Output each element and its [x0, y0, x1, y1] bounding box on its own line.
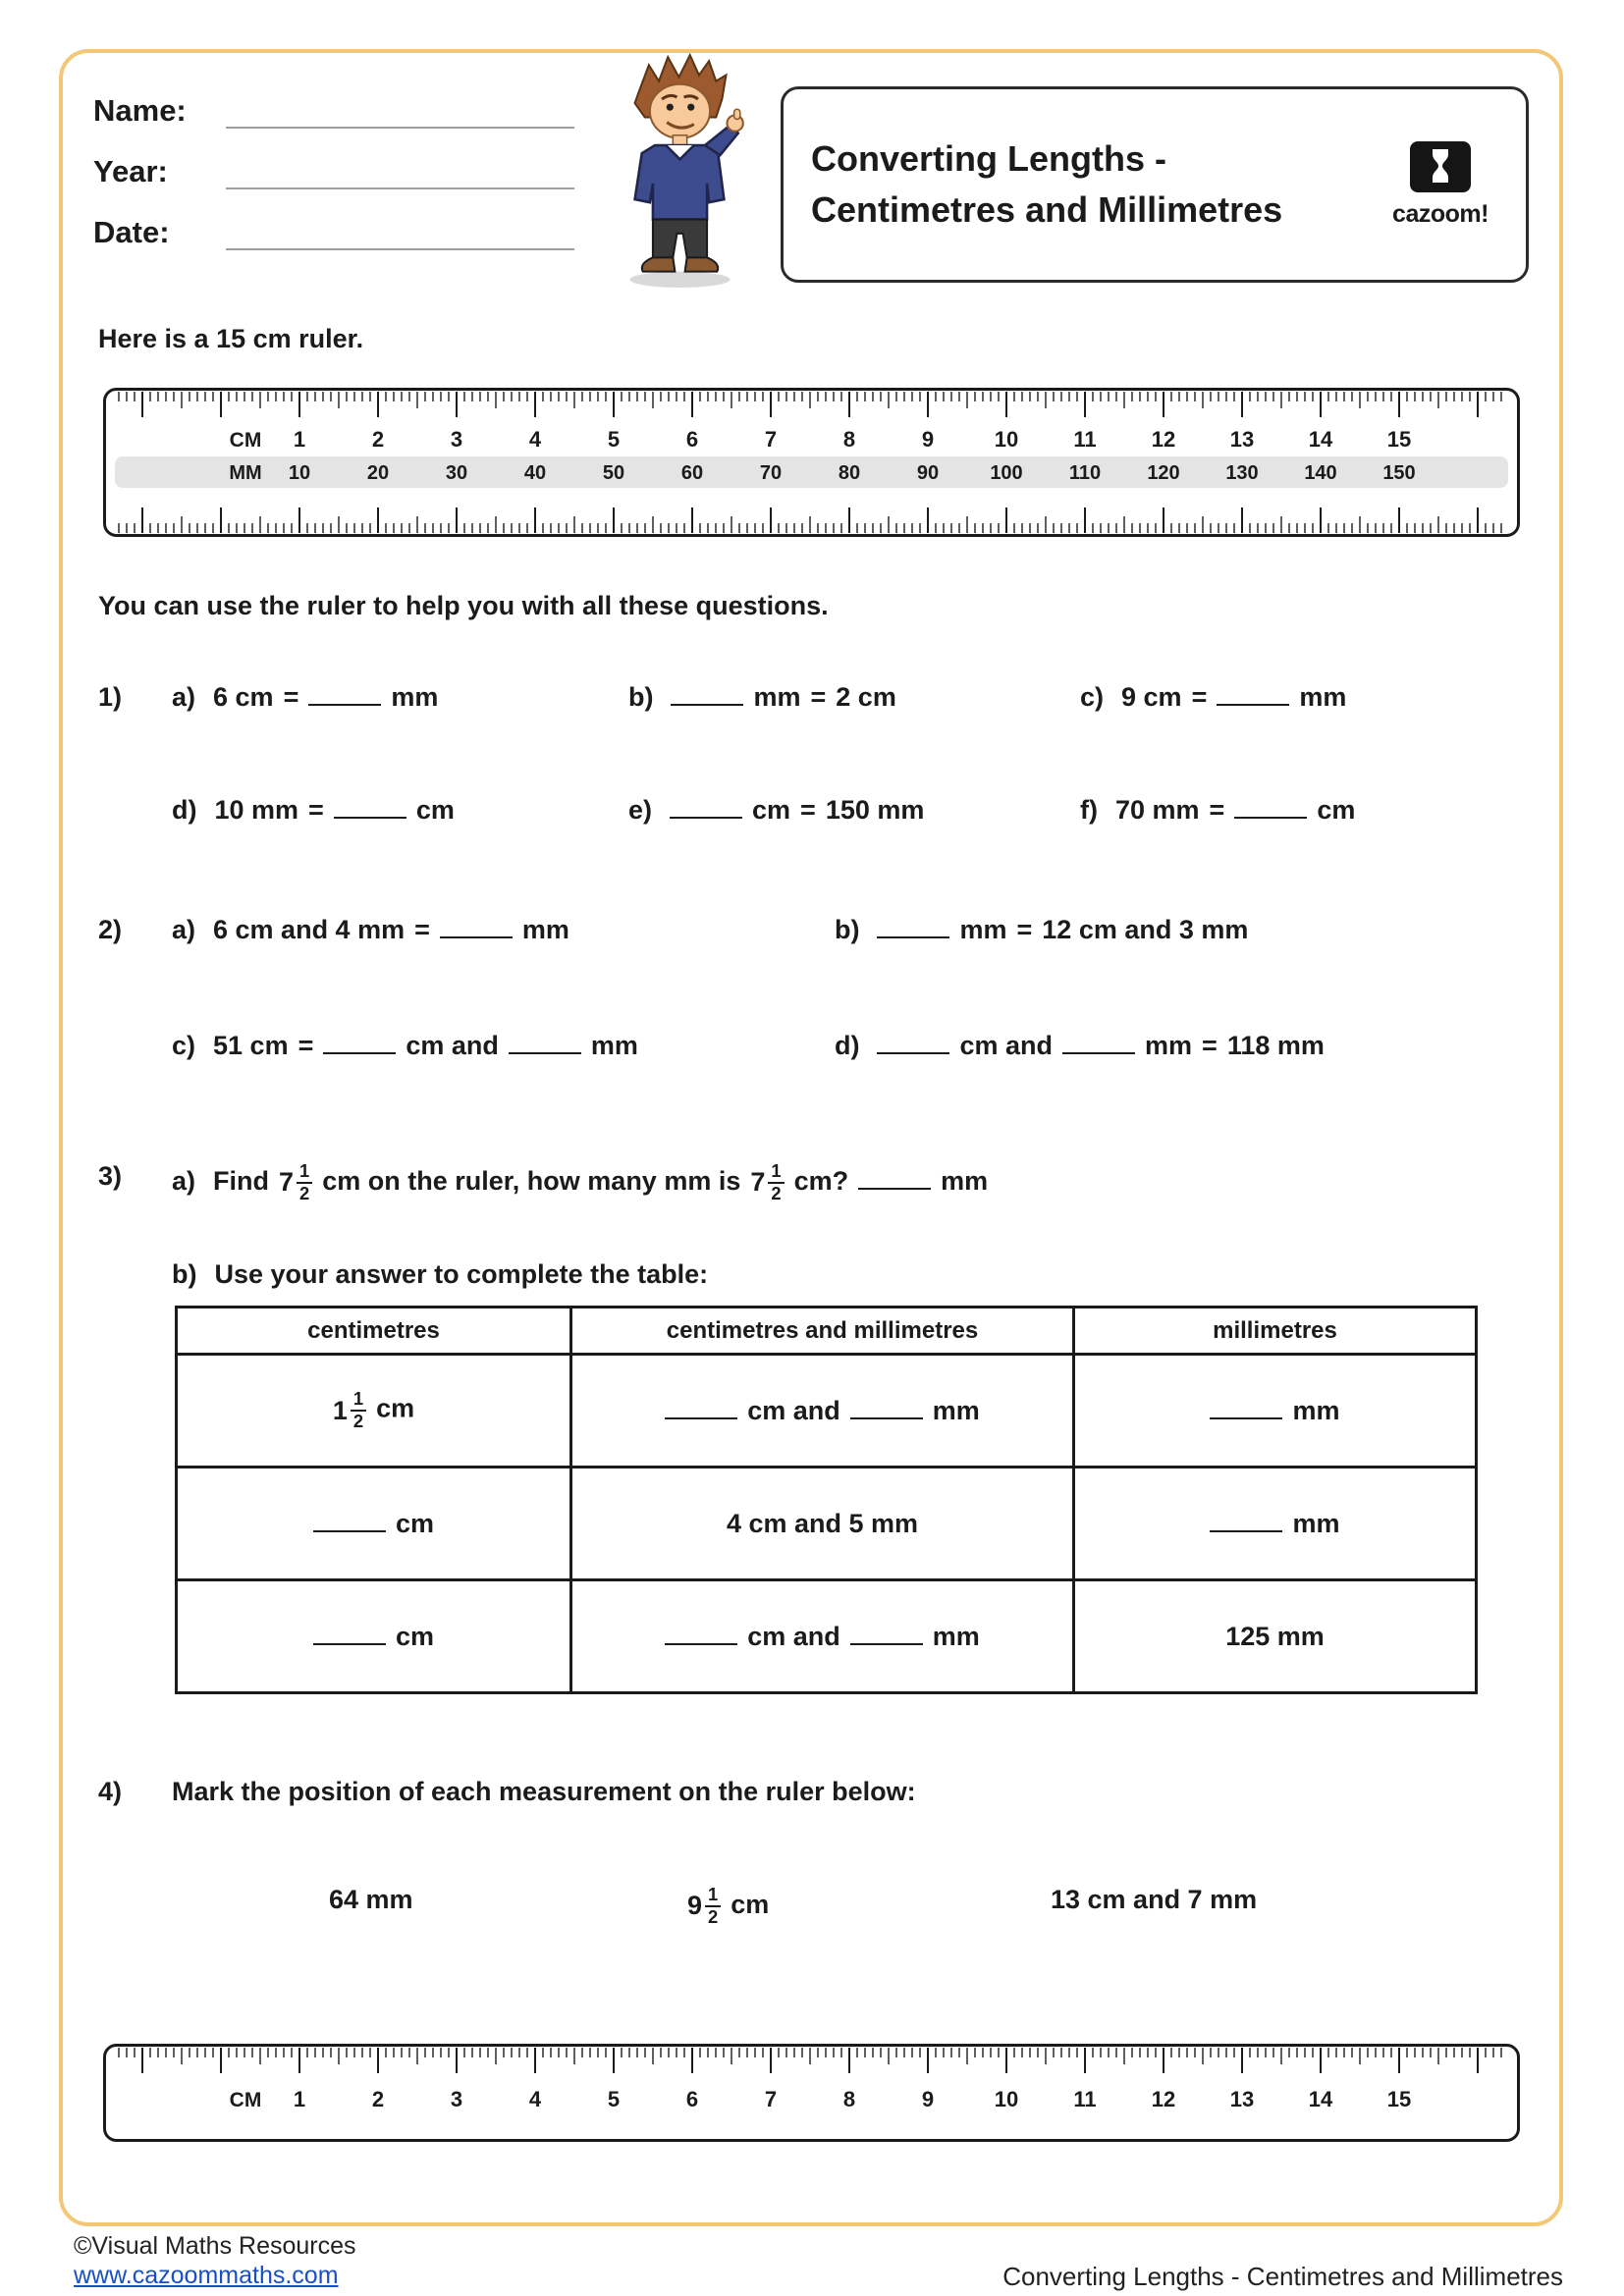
date-input-line[interactable]: [226, 217, 574, 250]
svg-text:110: 110: [1068, 462, 1102, 484]
title-line-2: Centimetres and Millimetres: [811, 189, 1283, 230]
question-text: =: [298, 1031, 314, 1060]
svg-text:1: 1: [293, 2087, 306, 2111]
svg-text:15: 15: [1386, 2087, 1412, 2111]
q4-text: Mark the position of each measurement on the ruler below:: [172, 1777, 916, 1806]
top-ruler: [103, 388, 1520, 537]
question-text: cm: [395, 1508, 435, 1538]
worksheet-title-box: [781, 86, 1529, 283]
table-header-centimetres-and-millimetres: centimetres and millimetres: [571, 1308, 1074, 1355]
svg-text:14: 14: [1308, 2087, 1333, 2111]
cazoom-logo: [1382, 140, 1498, 229]
q4-measurement-1: [329, 1885, 413, 1915]
question-text: =: [1209, 795, 1225, 825]
answer-blank[interactable]: [877, 935, 949, 938]
q4-number: 4): [98, 1777, 123, 1806]
svg-text:50: 50: [602, 462, 625, 484]
q2-number: 2): [98, 915, 123, 944]
table-cell: [571, 1468, 1074, 1580]
svg-text:3: 3: [450, 2087, 463, 2111]
header-fields: [93, 93, 574, 276]
part-tokens: [214, 795, 454, 825]
title-line-1: Converting Lengths -: [811, 137, 1166, 179]
question-text: mm: [590, 1031, 638, 1060]
answer-blank[interactable]: [440, 935, 513, 938]
answer-blank[interactable]: [308, 703, 381, 706]
question-text: cm: [1317, 795, 1356, 825]
svg-text:90: 90: [916, 462, 940, 484]
svg-text:8: 8: [842, 427, 856, 452]
answer-blank[interactable]: [509, 1051, 581, 1054]
table-row: [177, 1468, 1477, 1580]
question-text: 150 mm: [825, 795, 925, 825]
table-cell: [177, 1580, 571, 1693]
answer-blank[interactable]: [1210, 1529, 1282, 1532]
q2-part-c: [172, 1031, 638, 1061]
fraction-numerator: 1: [351, 1389, 366, 1412]
question-text: cm and: [747, 1621, 840, 1651]
measurement-tokens: [329, 1885, 413, 1914]
fraction-stack: [351, 1389, 366, 1431]
part-label: a): [172, 682, 196, 712]
part-tokens: [877, 915, 1248, 944]
svg-text:11: 11: [1073, 427, 1097, 452]
question-text: mm: [932, 1621, 980, 1651]
year-field-row: [93, 154, 574, 189]
answer-blank[interactable]: [313, 1529, 386, 1532]
part-tokens: [213, 915, 569, 944]
question-text: mm: [1299, 682, 1347, 712]
svg-text:9: 9: [921, 2087, 935, 2111]
table-cell: [1074, 1355, 1477, 1468]
question-text: cm: [731, 1889, 770, 1919]
question-text: 2 cm: [836, 682, 896, 712]
svg-text:3: 3: [450, 427, 463, 452]
q4-measurement-3: [1051, 1885, 1257, 1915]
q3-part-a: [172, 1161, 988, 1203]
footer-credit: ©Visual Maths Resources: [74, 2232, 356, 2260]
question-text: =: [810, 682, 827, 712]
mixed-fraction: [279, 1161, 312, 1203]
question-text: 6 cm: [213, 682, 274, 712]
svg-text:30: 30: [445, 462, 468, 484]
fraction-denominator: 2: [352, 1411, 364, 1431]
table-header-millimetres: millimetres: [1074, 1308, 1477, 1355]
question-text: =: [1016, 915, 1033, 944]
q3-number: 3): [98, 1161, 123, 1191]
question-text: 70 mm: [1114, 795, 1200, 825]
answer-blank[interactable]: [1217, 703, 1289, 706]
part-tokens: [1121, 682, 1346, 712]
footer-website-link[interactable]: www.cazoommaths.com: [74, 2262, 339, 2289]
part-label: e): [628, 795, 653, 825]
mixed-fraction: [750, 1161, 784, 1203]
svg-text:40: 40: [523, 462, 547, 484]
question-text: mm: [959, 915, 1007, 944]
svg-text:11: 11: [1073, 2087, 1097, 2111]
svg-text:20: 20: [366, 462, 390, 484]
fraction-stack: [297, 1161, 312, 1203]
table-cell: [177, 1468, 571, 1580]
boy-illustration: [594, 49, 766, 294]
question-text: cm: [376, 1394, 415, 1424]
fraction-stack: [768, 1161, 784, 1203]
question-text: 12 cm and 3 mm: [1042, 915, 1249, 944]
answer-blank[interactable]: [858, 1187, 931, 1190]
fraction-whole: 7: [750, 1167, 766, 1198]
table-cell: [177, 1355, 571, 1468]
question-text: 10 mm: [214, 795, 299, 825]
part-label: b): [835, 915, 860, 944]
table-cell: [571, 1355, 1074, 1468]
svg-text:100: 100: [990, 462, 1023, 484]
svg-text:CM: CM: [229, 2089, 262, 2111]
year-label: Year:: [93, 154, 168, 188]
measurement-tokens: [1051, 1885, 1257, 1914]
question-text: =: [283, 682, 299, 712]
answer-blank[interactable]: [670, 816, 742, 819]
svg-text:10: 10: [288, 462, 311, 484]
q1-part-a: [172, 682, 438, 713]
q1-number: 1): [98, 682, 123, 712]
answer-blank[interactable]: [850, 1416, 923, 1419]
boy-illustration-svg: [594, 49, 766, 290]
answer-blank[interactable]: [877, 1051, 949, 1054]
mixed-fraction: [687, 1885, 721, 1927]
table-row: [177, 1580, 1477, 1693]
instruction-text: You can use the ruler to help you with all these questions.: [98, 591, 829, 620]
part-label: d): [172, 795, 197, 825]
measurement-tokens: [687, 1884, 770, 1927]
fraction-numerator: 1: [297, 1161, 312, 1184]
part-label: a): [172, 1165, 196, 1196]
fraction-whole: 7: [279, 1167, 295, 1198]
question-text: =: [414, 915, 430, 944]
table-header-centimetres: centimetres: [177, 1308, 571, 1355]
conversion-table: [175, 1306, 1478, 1694]
svg-text:5: 5: [607, 2087, 621, 2111]
svg-text:13: 13: [1229, 2087, 1255, 2111]
answer-blank[interactable]: [1210, 1416, 1282, 1419]
part-label: b): [172, 1259, 197, 1289]
worksheet-title: [811, 133, 1282, 236]
svg-text:10: 10: [994, 427, 1019, 452]
question-text: cm and: [406, 1031, 499, 1060]
fraction-whole: 9: [687, 1891, 703, 1921]
svg-text:6: 6: [685, 2087, 699, 2111]
svg-text:13: 13: [1229, 427, 1255, 452]
question-text: cm and: [959, 1031, 1054, 1060]
part-tokens: [213, 1160, 989, 1203]
svg-text:150: 150: [1382, 462, 1416, 484]
part-label: b): [628, 682, 654, 712]
table-cell: [571, 1580, 1074, 1693]
question-text: mm: [1292, 1508, 1340, 1538]
svg-text:MM: MM: [229, 462, 262, 484]
question-text: =: [800, 795, 816, 825]
svg-text:8: 8: [842, 2087, 856, 2111]
q1-part-b: [628, 682, 896, 713]
question-text: cm: [415, 795, 455, 825]
question-text: 6 cm and 4 mm: [213, 915, 406, 944]
q1-part-f: [1080, 795, 1355, 826]
svg-text:120: 120: [1147, 462, 1180, 484]
svg-text:1: 1: [293, 427, 306, 452]
ruler-caption: Here is a 15 cm ruler.: [98, 324, 364, 353]
fraction-denominator: 2: [299, 1182, 310, 1203]
q1-part-c: [1080, 682, 1346, 713]
question-text: 4 cm and 5 mm: [726, 1508, 919, 1538]
part-tokens: [671, 682, 895, 712]
name-field-row: [93, 93, 574, 129]
q1-part-d: [172, 795, 455, 826]
question-text: cm on the ruler, how many mm is: [322, 1165, 741, 1196]
svg-text:2: 2: [371, 2087, 385, 2111]
question-text: =: [1202, 1031, 1218, 1060]
year-input-line[interactable]: [226, 156, 574, 189]
part-label: a): [172, 915, 196, 944]
q2-part-a: [172, 915, 569, 945]
name-label: Name:: [93, 93, 187, 128]
question-text: 118 mm: [1226, 1031, 1325, 1060]
fraction-denominator: 2: [771, 1182, 782, 1203]
q2-part-b: [835, 915, 1248, 945]
svg-text:9: 9: [921, 427, 935, 452]
question-text: mm: [932, 1395, 980, 1425]
answer-blank[interactable]: [313, 1642, 386, 1645]
question-text: 9 cm: [1121, 682, 1182, 712]
q4-measurement-2: [687, 1885, 769, 1927]
fraction-numerator: 1: [705, 1885, 721, 1907]
mixed-fraction: [333, 1389, 366, 1431]
question-text: 13 cm and 7 mm: [1051, 1885, 1258, 1914]
answer-blank[interactable]: [671, 703, 743, 706]
svg-text:CM: CM: [229, 429, 262, 452]
question-text: 64 mm: [329, 1885, 413, 1914]
question-text: =: [308, 795, 324, 825]
svg-text:15: 15: [1386, 427, 1412, 452]
part-tokens: [877, 1031, 1324, 1060]
table-row: [177, 1355, 1477, 1468]
question-text: 51 cm: [213, 1031, 289, 1060]
svg-text:7: 7: [764, 427, 778, 452]
svg-text:6: 6: [685, 427, 699, 452]
fraction-whole: 1: [332, 1395, 348, 1425]
fraction-numerator: 1: [768, 1161, 784, 1184]
table-header-row: [177, 1308, 1477, 1355]
svg-text:60: 60: [680, 462, 704, 484]
answer-blank[interactable]: [1062, 1051, 1135, 1054]
question-text: mm: [1292, 1395, 1340, 1425]
name-input-line[interactable]: [226, 95, 574, 129]
q2-part-d: [835, 1031, 1325, 1061]
question-text: cm: [395, 1621, 435, 1651]
date-field-row: [93, 215, 574, 250]
answer-blank[interactable]: [665, 1416, 737, 1419]
svg-text:4: 4: [528, 2087, 542, 2111]
bottom-ruler[interactable]: [103, 2044, 1520, 2142]
svg-text:14: 14: [1308, 427, 1333, 452]
answer-blank[interactable]: [1234, 816, 1307, 819]
question-text: mm: [521, 915, 569, 944]
table-cell: [1074, 1468, 1477, 1580]
page-border-frame: [59, 49, 1563, 2226]
svg-text:5: 5: [607, 427, 621, 452]
question-text: mm: [1145, 1031, 1193, 1060]
footer-worksheet-title: Converting Lengths - Centimetres and Millimetres: [1002, 2262, 1563, 2291]
q3-part-b: [172, 1259, 708, 1290]
answer-blank[interactable]: [850, 1642, 923, 1645]
date-label: Date:: [93, 215, 170, 249]
svg-text:130: 130: [1225, 462, 1259, 484]
svg-text:80: 80: [838, 462, 861, 484]
q3-b-text: Use your answer to complete the table:: [214, 1259, 709, 1289]
question-text: 125 mm: [1225, 1621, 1325, 1651]
part-label: c): [172, 1031, 196, 1060]
part-tokens: [213, 1031, 638, 1060]
question-text: mm: [753, 682, 801, 712]
svg-text:4: 4: [528, 427, 542, 452]
part-label: f): [1080, 795, 1098, 825]
svg-text:12: 12: [1151, 2087, 1176, 2111]
part-label: d): [835, 1031, 860, 1060]
svg-text:7: 7: [764, 2087, 778, 2111]
svg-text:70: 70: [759, 462, 783, 484]
svg-text:140: 140: [1304, 462, 1337, 484]
question-text: =: [1191, 682, 1208, 712]
svg-text:2: 2: [371, 427, 385, 452]
q1-part-e: [628, 795, 924, 826]
cazoom-logo-icon: [1409, 140, 1472, 193]
part-label: c): [1080, 682, 1105, 712]
part-tokens: [1115, 795, 1355, 825]
question-text: mm: [941, 1165, 989, 1196]
answer-blank[interactable]: [334, 816, 406, 819]
part-tokens: [670, 795, 924, 825]
question-text: cm?: [793, 1165, 849, 1196]
question-text: cm and: [747, 1395, 840, 1425]
question-text: cm: [752, 795, 791, 825]
table-cell: [1074, 1580, 1477, 1693]
fraction-denominator: 2: [708, 1905, 719, 1927]
cazoom-logo-text: cazoom!: [1392, 200, 1489, 228]
fraction-stack: [705, 1885, 721, 1927]
question-text: mm: [391, 682, 439, 712]
svg-text:10: 10: [994, 2087, 1019, 2111]
svg-text:12: 12: [1151, 427, 1176, 452]
answer-blank[interactable]: [665, 1642, 737, 1645]
answer-blank[interactable]: [323, 1051, 396, 1054]
question-text: Find: [213, 1165, 269, 1196]
part-tokens: [213, 682, 438, 712]
